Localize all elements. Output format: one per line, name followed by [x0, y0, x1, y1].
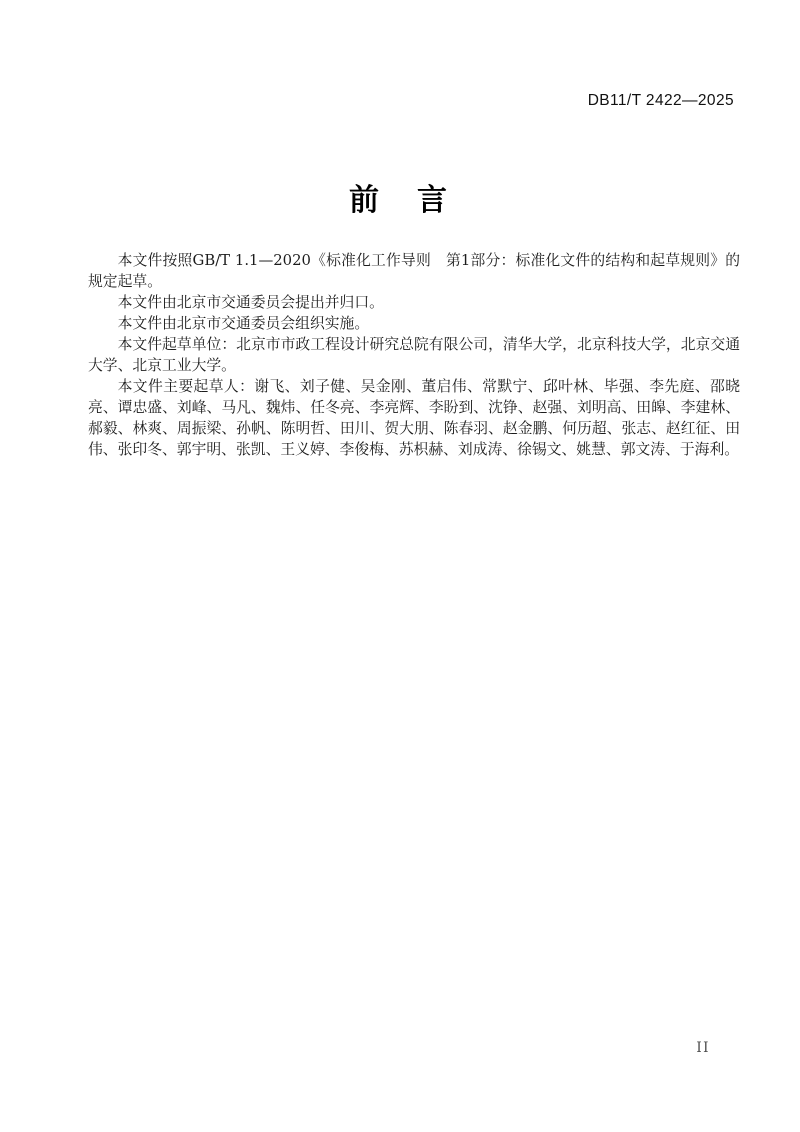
foreword-paragraph-implemented-by: 本文件由北京市交通委员会组织实施。	[117, 315, 370, 332]
page-title: 前 言	[349, 184, 451, 217]
page-number: II	[696, 1040, 710, 1056]
foreword-paragraph-drafters: 本文件主要起草人：谢飞、刘子健、吴金刚、董启伟、常默宁、邱叶林、毕强、李先庭、邵晓亮、谭忠盛、刘峰、马凡、魏炜、任冬亮、李亮辉、李盼到、沈铮、赵强、刘明高、田皞、李建林、郝毅、林爽、周振梁、孙帆、陈明哲、田川、贺大朋、陈春羽、赵金鹏、何历超、张志、赵红征、田伟、张印冬、郭宇明、张凯、王义婷、李俊梅、苏枳赫、刘成涛、徐锡文、姚慧、郭文涛、于海利。	[88, 378, 740, 458]
foreword-paragraph-proposed-by: 本文件由北京市交通委员会提出并归口。	[117, 294, 384, 311]
foreword-paragraph-drafting-organizations: 本文件起草单位：北京市市政工程设计研究总院有限公司，清华大学，北京科技大学，北京交通大学、北京工业大学。	[88, 336, 740, 374]
foreword-body	[88, 250, 740, 460]
standard-code-header: DB11/T 2422—2025	[587, 92, 734, 109]
foreword-paragraph-basis: 本文件按照GB/T 1.1—2020《标准化工作导则 第1部分：标准化文件的结构和起草规则》的规定起草。	[88, 252, 740, 290]
